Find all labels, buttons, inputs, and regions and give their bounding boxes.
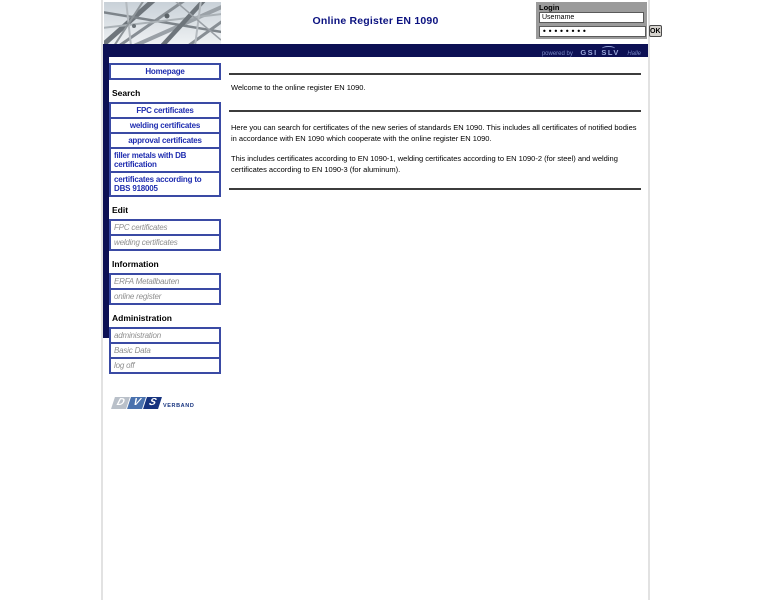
body-area — [103, 57, 648, 600]
sidebar-item-welding-certificates[interactable]: welding certificates — [109, 117, 221, 134]
login-label: Login — [539, 3, 560, 12]
page-container — [101, 0, 661, 600]
sidebar — [103, 57, 222, 600]
gsi-slv-logo: GSI SLV — [580, 48, 620, 57]
powered-by-text: powered by — [541, 51, 573, 57]
main-content — [222, 57, 648, 600]
header-navy-bar — [103, 44, 648, 57]
powered-by-suffix: Halle — [627, 51, 641, 57]
intro-paragraph: Here you can search for certificates of the new series of standards EN 1090. This includes all certificates of notified bodies in accordance with EN 1090 which cooperate with the online register EN 1090. — [231, 123, 637, 143]
sidebar-item-edit-fpc-certificates[interactable]: FPC certificates — [109, 219, 221, 236]
content-divider-bottom — [229, 188, 641, 190]
welcome-text: Welcome to the online register EN 1090. — [231, 83, 366, 92]
sidebar-heading-edit: Edit — [112, 205, 129, 215]
username-input[interactable] — [539, 12, 644, 23]
content-divider-middle — [229, 110, 641, 112]
sidebar-item-edit-welding-certificates[interactable]: welding certificates — [109, 234, 221, 251]
content-divider-top — [229, 73, 641, 75]
sidebar-item-erfa-metallbauten[interactable]: ERFA Metallbauten — [109, 273, 221, 290]
dvs-logo-verband-text: VERBAND — [163, 403, 195, 409]
sidebar-item-certificates-dbs-918005[interactable]: certificates according to DBS 918005 — [109, 171, 221, 197]
sidebar-heading-search: Search — [112, 88, 141, 98]
sidebar-heading-administration: Administration — [112, 313, 172, 323]
sidebar-item-online-register[interactable]: online register — [109, 288, 221, 305]
header — [103, 0, 661, 44]
password-row — [539, 25, 661, 37]
sidebar-item-fpc-certificates[interactable]: FPC certificates — [109, 102, 221, 119]
sidebar-item-approval-certificates[interactable]: approval certificates — [109, 132, 221, 149]
sidebar-heading-information: Information — [112, 259, 159, 269]
sidebar-item-homepage[interactable]: Homepage — [109, 63, 221, 80]
sidebar-item-administration[interactable]: administration — [109, 327, 221, 344]
sidebar-item-basic-data[interactable]: Basic Data — [109, 342, 221, 359]
login-box — [536, 2, 661, 39]
page-title: Online Register EN 1090 — [312, 15, 439, 27]
ok-button[interactable]: OK — [649, 25, 662, 37]
dvs-logo-v: V — [127, 397, 146, 409]
dvs-logo-d: D — [111, 397, 130, 409]
sidebar-item-log-off[interactable]: log off — [109, 357, 221, 374]
dvs-verband-logo — [113, 392, 222, 410]
dvs-logo-s: S — [143, 397, 162, 409]
sidebar-item-filler-metals[interactable]: filler metals with DB certification — [109, 147, 221, 173]
password-input[interactable] — [539, 26, 646, 37]
details-paragraph: This includes certificates according to EN 1090-1, welding certificates according to EN 1090-2 (for steel) and welding certificates according to EN 1090-3 (for aluminum). — [231, 154, 618, 174]
sidebar-menu — [109, 57, 222, 374]
